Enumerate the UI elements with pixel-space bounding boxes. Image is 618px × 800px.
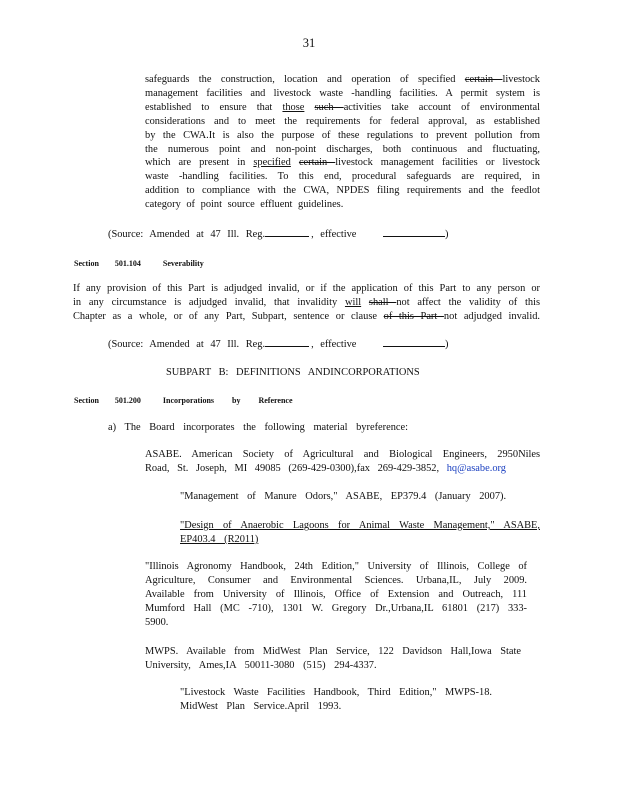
paragraph-line: management facilities and livestock waste -handling facilities. A permit system is <box>145 87 540 99</box>
reference-entry: "Management of Manure Odors," ASABE, EP379.4 (January 2007). <box>180 491 507 502</box>
source-note: (Source: Amended at 47 Ill. Reg. , effective ) <box>108 229 449 240</box>
inserted-text: specified <box>253 157 291 169</box>
paragraph-line: category of point source effluent guidelines. <box>145 199 344 211</box>
struck-text: of this Part <box>383 310 444 322</box>
severability-paragraph <box>73 282 540 324</box>
paragraph-line: considerations and to meet the requirements for federal approval, as established <box>145 115 540 127</box>
paragraph-line: by the CWA.It is also the purpose of these regulations to prevent pollution from <box>145 129 540 141</box>
section-heading: Section 501.104 Severability <box>74 259 204 268</box>
paragraph-line: addition to compliance with the CWA, NPDES filing requirements and the feedlot <box>145 185 540 197</box>
reference-entry: MWPS. Available from MidWest Plan Service, 122 Davidson Hall,Iowa State University, Ames,IA 50011-3080 (515) 294-4337. <box>145 646 521 671</box>
page-number: 31 <box>302 36 316 50</box>
struck-text: such <box>314 101 344 113</box>
purpose-paragraph <box>145 73 540 212</box>
struck-text: certain <box>298 157 336 169</box>
paragraph-line: waste -handling facilities. To this end, procedural safeguards are required, in <box>145 171 540 183</box>
paragraph-line: established to ensure that those such activities take account of environmental <box>145 101 540 113</box>
struck-text: shall <box>368 296 397 308</box>
section-heading: Section 501.200 Incorporations by Reference <box>74 396 293 405</box>
paragraph-line: If any provision of this Part is adjudged invalid, or if the application of this Part to any person or <box>73 283 540 294</box>
list-item: a) The Board incorporates the following material byreference: <box>108 422 409 433</box>
paragraph-line: Chapter as a whole, or of any Part, Subpart, sentence or clause of this Part not adjudged invalid. <box>73 310 540 322</box>
reference-entry: "Illinois Agronomy Handbook, 24th Edition," University of Illinois, College of Agriculture, Consumer and Environmental Sciences. Urbana,IL, July 2009. Available from University of Illinois, Office of Extension and Outreach, 111 Mumford Hall (MC -710), 1301 W. Gregory Dr.,Urbana,IL 61801 (217) 333- 5900. <box>145 561 527 628</box>
inserted-text: will <box>344 296 362 308</box>
reference-entry: "Livestock Waste Facilities Handbook, Third Edition," MWPS-18. MidWest Plan Service.April 1993. <box>180 687 492 712</box>
email-link[interactable]: hq@asabe.org <box>446 462 506 474</box>
paragraph-line: safeguards the construction, location and operation of specified certain livestock <box>145 74 540 85</box>
paragraph-line: the numerous point and non-point discharges, both continuous and fluctuating, <box>145 143 540 155</box>
paragraph-line: which are present in specified certain livestock management facilities or livestock <box>145 157 540 169</box>
subpart-heading: SUBPART B: DEFINITIONS ANDINCORPORATIONS <box>166 367 420 378</box>
asabe-reference: ASABE. American Society of Agricultural and Biological Engineers, 2950Niles Road, St. Joseph, MI 49085 (269-429-0300),fax 269-429-3852, hq@asabe.org <box>145 449 540 474</box>
paragraph-line: in any circumstance is adjudged invalid, that invalidity will shall not affect the validity of this <box>73 296 541 308</box>
struck-text: certain <box>464 74 503 85</box>
inserted-text: those <box>282 101 305 113</box>
reference-entry: "Design of Anaerobic Lagoons for Animal Waste Management," ASABE, EP403.4 (R2011) <box>180 520 540 545</box>
source-note: (Source: Amended at 47 Ill. Reg. , effective ) <box>108 339 449 350</box>
